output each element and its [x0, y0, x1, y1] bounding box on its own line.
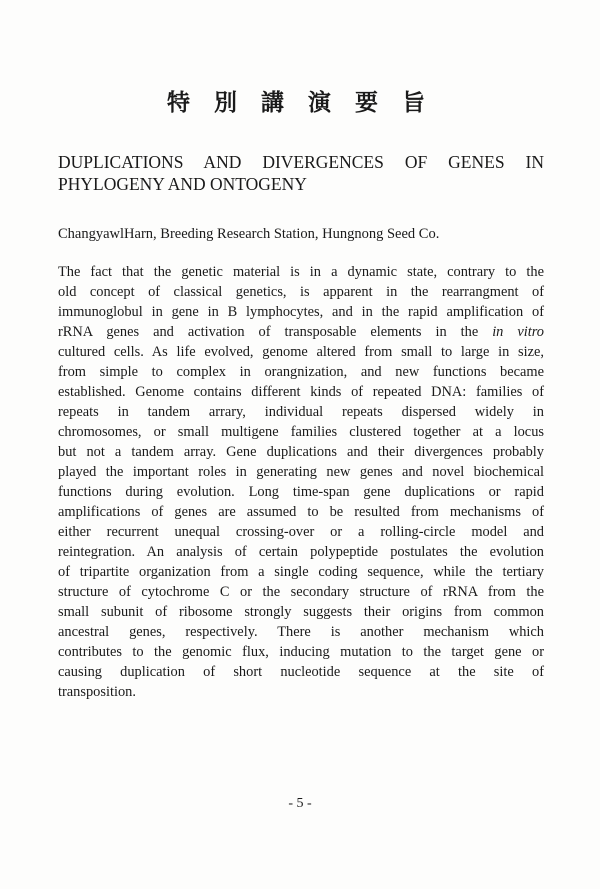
author-affiliation: ChangyawlHarn, Breeding Research Station, Hungnong Seed Co. [58, 226, 440, 242]
abstract-line: functions during evolution. Long time-span gene duplications or rapid [58, 484, 544, 500]
abstract-line-text: rRNA genes and activation of transposable elements in the [58, 324, 479, 340]
abstract-line: ancestral genes, respectively. There is another mechanism which [58, 624, 544, 640]
abstract-line: played the important roles in generating new genes and novel biochemical [58, 464, 544, 480]
abstract-line: of tripartite organization from a single coding sequence, while the tertiary [58, 564, 544, 580]
section-heading: 特 別 講 演 要 旨 [166, 89, 434, 116]
abstract-line: old concept of classical genetics, is apparent in the rearrangment of [58, 284, 544, 300]
abstract-line: from simple to complex in orangnization, and new functions became [58, 364, 544, 380]
abstract-line: immunoglobul in gene in B lymphocytes, and in the rapid amplification of [58, 304, 544, 320]
abstract-line: established. Genome contains different kinds of repeated DNA: families of [58, 384, 544, 400]
abstract-line-with-italic [58, 322, 544, 342]
abstract-line: cultured cells. As life evolved, genome altered from small to large in size, [58, 344, 544, 360]
abstract-line: transposition. [58, 684, 136, 700]
abstract-line: amplifications of genes are assumed to be resulted from mechanisms of [58, 504, 544, 520]
abstract-line: reintegration. An analysis of certain polypeptide postulates the evolution [58, 544, 544, 560]
abstract-line: but not a tandem array. Gene duplications and their divergences probably [58, 444, 544, 460]
page-number: - 5 - [288, 796, 312, 811]
abstract-line: chromosomes, or small multigene families clustered together at a locus [58, 424, 544, 440]
article-title [58, 151, 544, 195]
article-title-line-2: PHYLOGENY AND ONTOGENY [58, 174, 307, 194]
abstract-line: The fact that the genetic material is in a dynamic state, contrary to the [58, 264, 544, 280]
abstract-body [58, 262, 544, 702]
abstract-line: causing duplication of short nucleotide sequence at the site of [58, 664, 544, 680]
italic-in-vitro: in vitro [492, 324, 544, 340]
article-title-line-1: DUPLICATIONS AND DIVERGENCES OF GENES IN [58, 152, 544, 172]
abstract-line: small subunit of ribosome strongly suggests their origins from common [58, 604, 544, 620]
abstract-line: contributes to the genomic flux, inducing mutation to the target gene or [58, 644, 544, 660]
abstract-line: structure of cytochrome C or the secondary structure of rRNA from the [58, 584, 544, 600]
abstract-line: repeats in tandem arrary, individual repeats dispersed widely in [58, 404, 544, 420]
abstract-line: either recurrent unequal crossing-over or a rolling-circle model and [58, 524, 544, 540]
